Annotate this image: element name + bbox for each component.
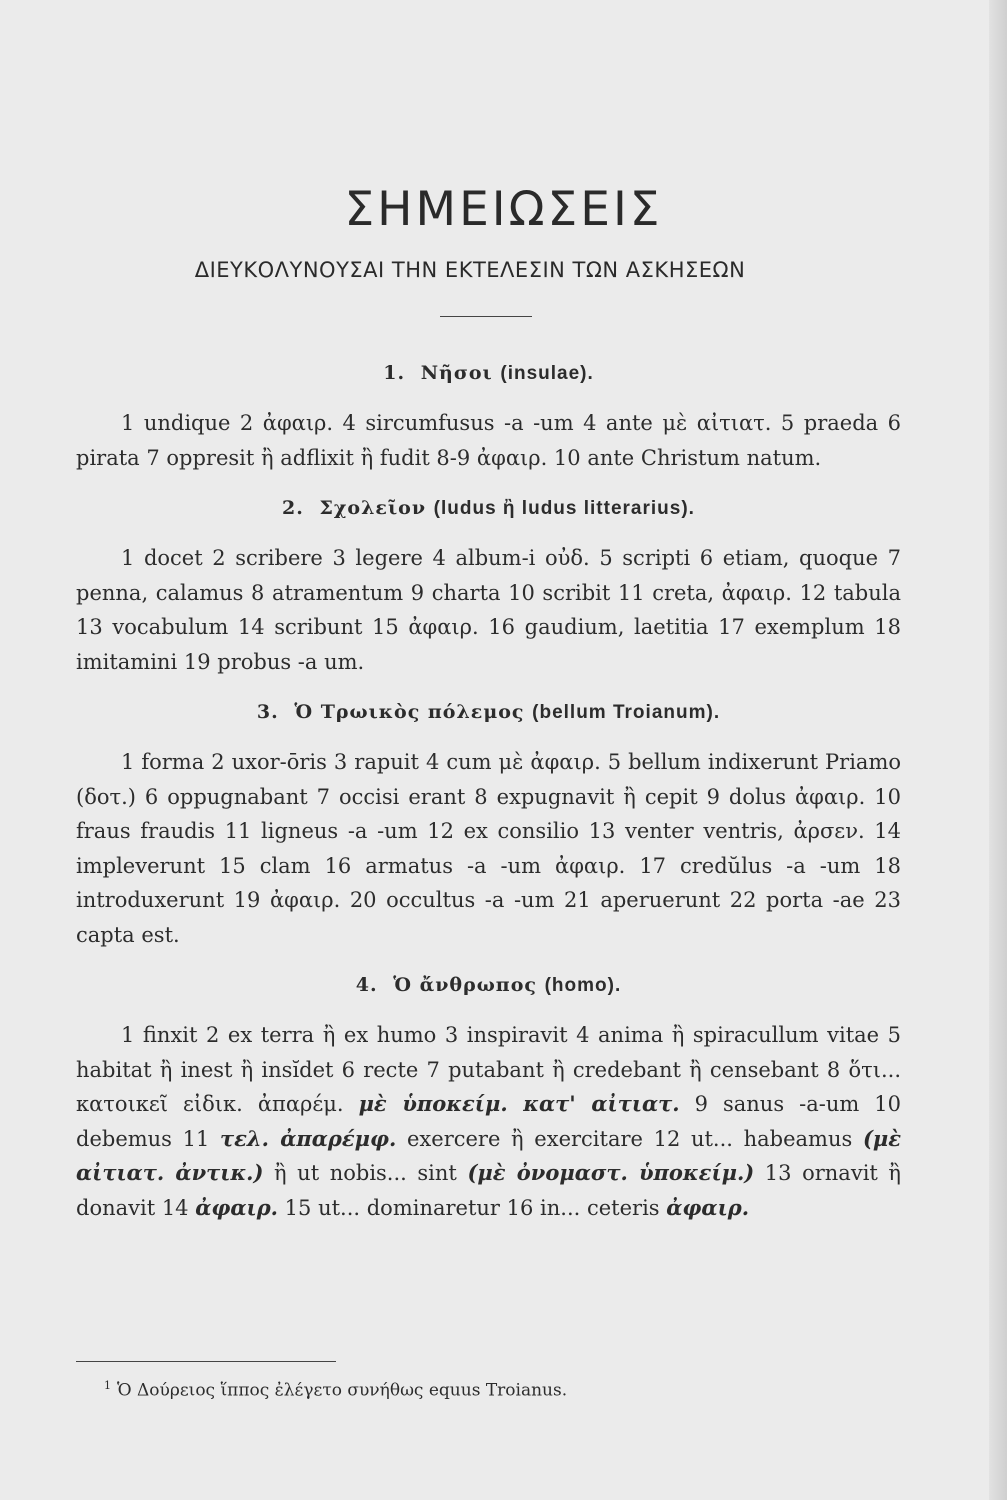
notes-body xyxy=(76,340,901,1225)
section-greek-title: Νῆσοι xyxy=(420,362,493,384)
section-latin-title: (homo). xyxy=(544,975,622,996)
footnote-text: Ὁ Δούρειος ἵππος ἐλέγετο συνήθως equus Troianus. xyxy=(117,1380,568,1401)
grammar-note: (μὲ ὀνομαστ. ὑποκείμ.) xyxy=(467,1160,755,1185)
grammar-note: τελ. ἀπαρέμφ. xyxy=(220,1125,397,1151)
title-divider xyxy=(440,316,532,317)
section-greek-title: Ὁ ἄνθρωπος xyxy=(393,974,537,996)
section-number: 2. xyxy=(282,497,304,519)
section-number: 3. xyxy=(256,701,279,723)
grammar-note: ἀφαιρ. xyxy=(195,1194,278,1220)
section-latin-title: (bellum Troianum). xyxy=(532,702,721,723)
grammar-note: (μὲ αἰτιατ. ἀντικ.) xyxy=(76,1125,902,1185)
page-title: ΣΗΜΕΙΩΣΕΙΣ xyxy=(344,182,663,237)
section-latin-title: (insulae). xyxy=(500,363,594,384)
section-number: 1. xyxy=(383,362,406,384)
page-subtitle: ΔΙΕΥΚΟΛΥΝΟΥΣΑΙ ΤΗΝ ΕΚΤΕΛΕΣΙΝ ΤΩΝ ΑΣΚΗΣΕΩΝ xyxy=(194,258,746,282)
section-heading-4 xyxy=(76,970,901,1000)
footnote xyxy=(104,1374,864,1403)
section-greek-title: Σχολεῖον xyxy=(319,497,427,519)
section-latin-title: (ludus ἢ ludus litterarius). xyxy=(433,498,695,519)
section-number: 4. xyxy=(355,974,378,996)
text-run: 9 sanus -a-um 10 debemus 11 xyxy=(76,1092,901,1151)
section-heading-3 xyxy=(76,697,901,727)
grammar-note: μὲ ὑποκείμ. κατ' αἰτιατ. xyxy=(358,1091,680,1116)
text-run: 1 finxit 2 ex terra ἢ ex humo 3 inspiravit 4 anima ἢ spiracullum vitae 5 habitat ἢ inest ἢ insĭdet 6 recte 7 putabant ἢ credebant ἢ censebant 8 ὅτι... κατοικεῖ εἰδικ. ἀπαρέμ. xyxy=(76,1023,901,1116)
text-run: 13 ornavit ἢ donavit 14 xyxy=(76,1161,902,1220)
text-run: ἢ ut nobis... sint xyxy=(263,1161,468,1185)
section-greek-title: Ὁ Τρωικὸς πόλεμος xyxy=(294,701,525,723)
footnote-divider xyxy=(76,1361,336,1362)
section-text-1: 1 undique 2 ἀφαιρ. 4 sircumfusus -a -um 4 ante μὲ αἰτιατ. 5 praeda 6 pirata 7 oppresit ἢ adflixit ἢ fudit 8-9 ἀφαιρ. 10 ante Christum natum. xyxy=(76,411,901,470)
grammar-note: ἀφαιρ. xyxy=(666,1194,750,1220)
text-run: 15 ut... dominaretur 16 in... ceteris xyxy=(278,1195,667,1220)
text-run: exercere ἢ exercitare 12 ut... habeamus xyxy=(396,1126,863,1151)
section-text-4 xyxy=(76,1018,901,1225)
section-heading-1 xyxy=(76,358,901,388)
section-text-2: 1 docet 2 scribere 3 legere 4 album-i οὐδ. 5 scripti 6 etiam, quoque 7 penna, calamus 8 atramentum 9 charta 10 scribit 11 creta, ἀφαιρ. 12 tabula 13 vocabulum 14 scribunt 15 ἀφαιρ. 16 gaudium, laetitia 17 exemplum 18 imitamini 19 probus -a um. xyxy=(76,546,901,674)
section-heading-2 xyxy=(76,493,901,523)
footnote-marker: 1 xyxy=(104,1379,111,1392)
section-text-3: 1 forma 2 uxor-ōris 3 rapuit 4 cum μὲ ἀφαιρ. 5 bellum indixerunt Priamo (δοτ.) 6 oppugnabant 7 occisi erant 8 expugnavit ἢ cepit 9 dolus ἀφαιρ. 10 fraus fraudis 11 ligneus -a -um 12 ex consilio 13 venter ventris, ἀρσεν. 14 impleverunt 15 clam 16 armatus -a -um ἀφαιρ. 17 credŭlus -a -um 18 introduxerunt 19 ἀφαιρ. 20 occultus -a -um 21 aperuerunt 22 porta -ae 23 capta est. xyxy=(76,750,901,947)
